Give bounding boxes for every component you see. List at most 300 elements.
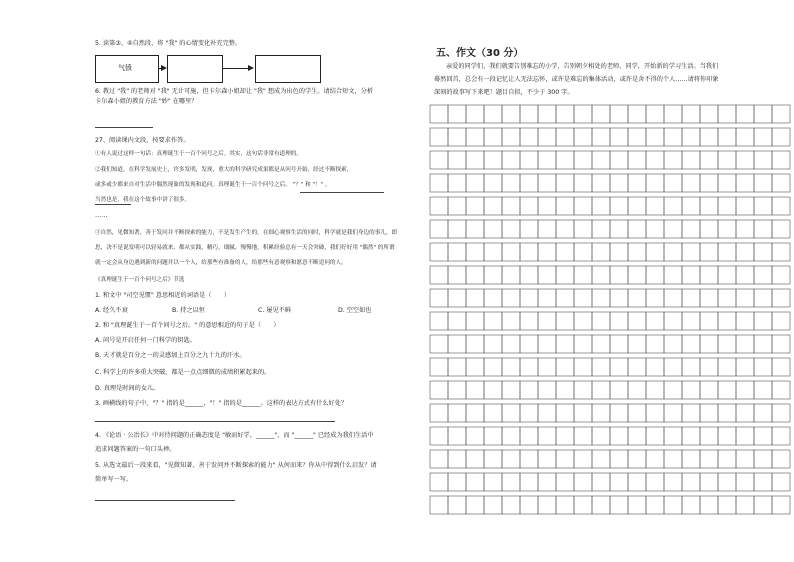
grid-cell[interactable] [736,473,754,491]
grid-cell[interactable] [718,197,736,215]
grid-cell[interactable] [736,243,754,261]
grid-cell[interactable] [592,197,610,215]
grid-cell[interactable] [610,335,628,353]
grid-cell[interactable] [610,450,628,468]
grid-cell[interactable] [610,473,628,491]
grid-cell[interactable] [502,128,520,146]
grid-cell[interactable] [718,289,736,307]
grid-cell[interactable] [556,450,574,468]
grid-cell[interactable] [718,243,736,261]
grid-cell[interactable] [592,450,610,468]
grid-cell[interactable] [430,174,448,192]
grid-cell[interactable] [700,266,718,284]
grid-cell[interactable] [448,496,466,514]
grid-cell[interactable] [538,427,556,445]
grid-cell[interactable] [520,243,538,261]
grid-cell[interactable] [736,174,754,192]
grid-cell[interactable] [628,450,646,468]
grid-cell[interactable] [430,243,448,261]
grid-cell[interactable] [682,174,700,192]
grid-cell[interactable] [538,496,556,514]
grid-cell[interactable] [682,128,700,146]
grid-cell[interactable] [592,128,610,146]
grid-cell[interactable] [664,128,682,146]
grid-cell[interactable] [772,312,790,330]
grid-cell[interactable] [718,404,736,422]
grid-cell[interactable] [520,450,538,468]
grid-cell[interactable] [700,358,718,376]
grid-cell[interactable] [466,243,484,261]
grid-cell[interactable] [646,151,664,169]
grid-cell[interactable] [610,381,628,399]
grid-cell[interactable] [628,473,646,491]
grid-cell[interactable] [466,197,484,215]
grid-cell[interactable] [754,427,772,445]
grid-cell[interactable] [628,174,646,192]
grid-cell[interactable] [574,289,592,307]
grid-cell[interactable] [502,473,520,491]
grid-cell[interactable] [430,450,448,468]
grid-cell[interactable] [430,128,448,146]
grid-cell[interactable] [592,496,610,514]
grid-cell[interactable] [502,496,520,514]
grid-cell[interactable] [538,105,556,123]
grid-cell[interactable] [484,128,502,146]
grid-cell[interactable] [664,312,682,330]
grid-cell[interactable] [466,496,484,514]
grid-cell[interactable] [466,151,484,169]
grid-cell[interactable] [736,335,754,353]
grid-cell[interactable] [700,105,718,123]
grid-cell[interactable] [682,105,700,123]
grid-cell[interactable] [592,358,610,376]
grid-cell[interactable] [754,151,772,169]
grid-cell[interactable] [538,174,556,192]
grid-cell[interactable] [466,266,484,284]
grid-cell[interactable] [430,197,448,215]
grid-cell[interactable] [754,197,772,215]
grid-cell[interactable] [718,151,736,169]
grid-cell[interactable] [592,404,610,422]
grid-cell[interactable] [574,335,592,353]
flow-box-3[interactable] [255,55,321,83]
grid-cell[interactable] [556,312,574,330]
grid-cell[interactable] [574,404,592,422]
grid-cell[interactable] [646,128,664,146]
grid-cell[interactable] [574,312,592,330]
q2-option-a[interactable]: A. 问号是开启任何一门科学的钥匙。 [95,337,196,344]
grid-cell[interactable] [592,105,610,123]
grid-cell[interactable] [754,358,772,376]
grid-cell[interactable] [466,335,484,353]
grid-cell[interactable] [484,197,502,215]
grid-cell[interactable] [700,450,718,468]
grid-cell[interactable] [736,358,754,376]
grid-cell[interactable] [610,151,628,169]
grid-cell[interactable] [556,105,574,123]
grid-cell[interactable] [610,105,628,123]
grid-cell[interactable] [430,289,448,307]
grid-cell[interactable] [646,243,664,261]
grid-cell[interactable] [538,358,556,376]
grid-cell[interactable] [718,381,736,399]
grid-cell[interactable] [502,197,520,215]
grid-cell[interactable] [772,174,790,192]
grid-cell[interactable] [484,450,502,468]
q3-answer-line[interactable] [95,421,335,422]
grid-cell[interactable] [538,450,556,468]
grid-cell[interactable] [520,335,538,353]
grid-cell[interactable] [448,174,466,192]
grid-cell[interactable] [754,404,772,422]
grid-cell[interactable] [718,266,736,284]
grid-cell[interactable] [610,358,628,376]
grid-cell[interactable] [718,128,736,146]
grid-cell[interactable] [538,381,556,399]
grid-cell[interactable] [430,105,448,123]
grid-cell[interactable] [610,427,628,445]
q1-option-b[interactable]: B. 持之以恒 [172,307,205,314]
grid-cell[interactable] [448,312,466,330]
grid-cell[interactable] [628,312,646,330]
grid-cell[interactable] [664,289,682,307]
grid-cell[interactable] [430,473,448,491]
grid-cell[interactable] [718,450,736,468]
grid-cell[interactable] [754,266,772,284]
grid-cell[interactable] [664,243,682,261]
grid-cell[interactable] [592,243,610,261]
grid-cell[interactable] [538,197,556,215]
grid-cell[interactable] [556,243,574,261]
grid-cell[interactable] [592,335,610,353]
grid-cell[interactable] [754,312,772,330]
grid-cell[interactable] [502,335,520,353]
grid-cell[interactable] [646,266,664,284]
grid-cell[interactable] [430,427,448,445]
grid-cell[interactable] [502,220,520,238]
grid-cell[interactable] [592,381,610,399]
grid-cell[interactable] [574,128,592,146]
grid-cell[interactable] [718,473,736,491]
grid-cell[interactable] [448,197,466,215]
grid-cell[interactable] [610,174,628,192]
grid-cell[interactable] [718,358,736,376]
grid-cell[interactable] [736,128,754,146]
grid-cell[interactable] [448,358,466,376]
grid-cell[interactable] [736,151,754,169]
grid-cell[interactable] [646,473,664,491]
grid-cell[interactable] [520,358,538,376]
grid-cell[interactable] [484,243,502,261]
q2-option-b[interactable]: B. 天才就是百分之一的灵感加上百分之九十九的汗水。 [95,352,246,359]
grid-cell[interactable] [538,243,556,261]
grid-cell[interactable] [520,197,538,215]
grid-cell[interactable] [736,450,754,468]
grid-cell[interactable] [664,358,682,376]
grid-cell[interactable] [448,128,466,146]
grid-cell[interactable] [466,220,484,238]
grid-cell[interactable] [520,174,538,192]
grid-cell[interactable] [484,312,502,330]
grid-cell[interactable] [682,427,700,445]
grid-cell[interactable] [466,473,484,491]
grid-cell[interactable] [646,404,664,422]
grid-cell[interactable] [754,473,772,491]
grid-cell[interactable] [736,381,754,399]
grid-cell[interactable] [538,312,556,330]
grid-cell[interactable] [448,151,466,169]
grid-cell[interactable] [736,289,754,307]
grid-cell[interactable] [628,151,646,169]
grid-cell[interactable] [538,404,556,422]
grid-cell[interactable] [682,473,700,491]
grid-cell[interactable] [754,243,772,261]
grid-cell[interactable] [556,266,574,284]
grid-cell[interactable] [664,105,682,123]
grid-cell[interactable] [556,381,574,399]
grid-cell[interactable] [574,450,592,468]
grid-cell[interactable] [610,220,628,238]
grid-cell[interactable] [448,243,466,261]
grid-cell[interactable] [754,335,772,353]
grid-cell[interactable] [646,174,664,192]
q6-answer-line[interactable] [95,127,153,128]
grid-cell[interactable] [700,473,718,491]
grid-cell[interactable] [700,151,718,169]
grid-cell[interactable] [556,197,574,215]
grid-cell[interactable] [484,105,502,123]
grid-cell[interactable] [718,220,736,238]
grid-cell[interactable] [448,404,466,422]
grid-cell[interactable] [682,496,700,514]
grid-cell[interactable] [682,266,700,284]
grid-cell[interactable] [664,151,682,169]
grid-cell[interactable] [628,220,646,238]
grid-cell[interactable] [430,266,448,284]
grid-cell[interactable] [430,220,448,238]
grid-cell[interactable] [448,381,466,399]
grid-cell[interactable] [430,335,448,353]
grid-cell[interactable] [664,174,682,192]
grid-cell[interactable] [700,496,718,514]
grid-cell[interactable] [682,381,700,399]
grid-cell[interactable] [682,151,700,169]
grid-cell[interactable] [574,427,592,445]
flow-box-2[interactable] [167,55,223,83]
grid-cell[interactable] [484,358,502,376]
grid-cell[interactable] [610,289,628,307]
grid-cell[interactable] [502,381,520,399]
grid-cell[interactable] [592,312,610,330]
grid-cell[interactable] [718,496,736,514]
grid-cell[interactable] [484,335,502,353]
grid-cell[interactable] [646,450,664,468]
grid-cell[interactable] [466,450,484,468]
grid-cell[interactable] [484,496,502,514]
grid-cell[interactable] [556,427,574,445]
grid-cell[interactable] [574,174,592,192]
grid-cell[interactable] [754,105,772,123]
grid-cell[interactable] [772,358,790,376]
grid-cell[interactable] [592,174,610,192]
grid-cell[interactable] [466,312,484,330]
grid-cell[interactable] [664,220,682,238]
grid-cell[interactable] [556,358,574,376]
grid-cell[interactable] [448,105,466,123]
grid-cell[interactable] [466,174,484,192]
grid-cell[interactable] [718,105,736,123]
grid-cell[interactable] [574,381,592,399]
grid-cell[interactable] [520,151,538,169]
grid-cell[interactable] [718,174,736,192]
grid-cell[interactable] [484,266,502,284]
grid-cell[interactable] [520,220,538,238]
grid-cell[interactable] [754,496,772,514]
grid-cell[interactable] [430,358,448,376]
grid-cell[interactable] [502,358,520,376]
grid-cell[interactable] [520,496,538,514]
grid-cell[interactable] [664,450,682,468]
grid-cell[interactable] [520,312,538,330]
grid-cell[interactable] [574,266,592,284]
grid-cell[interactable] [574,473,592,491]
grid-cell[interactable] [556,151,574,169]
grid-cell[interactable] [502,427,520,445]
q5b-answer-line[interactable] [95,500,235,501]
grid-cell[interactable] [736,312,754,330]
grid-cell[interactable] [736,427,754,445]
grid-cell[interactable] [772,151,790,169]
grid-cell[interactable] [682,335,700,353]
grid-cell[interactable] [772,289,790,307]
grid-cell[interactable] [484,289,502,307]
grid-cell[interactable] [502,450,520,468]
grid-cell[interactable] [520,105,538,123]
grid-cell[interactable] [628,243,646,261]
grid-cell[interactable] [574,220,592,238]
grid-cell[interactable] [700,335,718,353]
grid-cell[interactable] [700,404,718,422]
grid-cell[interactable] [538,266,556,284]
grid-cell[interactable] [430,381,448,399]
grid-cell[interactable] [502,151,520,169]
grid-cell[interactable] [484,427,502,445]
grid-cell[interactable] [628,496,646,514]
grid-cell[interactable] [556,174,574,192]
grid-cell[interactable] [520,427,538,445]
grid-cell[interactable] [772,473,790,491]
grid-cell[interactable] [772,105,790,123]
grid-cell[interactable] [664,473,682,491]
grid-cell[interactable] [502,404,520,422]
grid-cell[interactable] [592,266,610,284]
grid-cell[interactable] [628,128,646,146]
grid-cell[interactable] [664,496,682,514]
grid-cell[interactable] [664,335,682,353]
grid-cell[interactable] [448,473,466,491]
grid-cell[interactable] [466,427,484,445]
grid-cell[interactable] [772,450,790,468]
grid-cell[interactable] [448,427,466,445]
grid-cell[interactable] [700,312,718,330]
grid-cell[interactable] [574,151,592,169]
grid-cell[interactable] [556,128,574,146]
grid-cell[interactable] [718,427,736,445]
grid-cell[interactable] [628,289,646,307]
grid-cell[interactable] [448,335,466,353]
grid-cell[interactable] [754,450,772,468]
grid-cell[interactable] [448,220,466,238]
grid-cell[interactable] [772,128,790,146]
grid-cell[interactable] [754,128,772,146]
grid-cell[interactable] [574,243,592,261]
grid-cell[interactable] [628,404,646,422]
grid-cell[interactable] [520,473,538,491]
grid-cell[interactable] [754,220,772,238]
grid-cell[interactable] [574,496,592,514]
q2-option-d[interactable]: D. 真理是时间的女儿。 [95,385,160,392]
q1-option-c[interactable]: C. 屡见不鲜 [258,307,292,314]
grid-cell[interactable] [466,289,484,307]
grid-cell[interactable] [592,220,610,238]
grid-cell[interactable] [448,266,466,284]
grid-cell[interactable] [484,151,502,169]
q1-option-d[interactable]: D. 空空如也 [338,307,372,314]
grid-cell[interactable] [430,312,448,330]
grid-cell[interactable] [700,174,718,192]
grid-cell[interactable] [772,220,790,238]
grid-cell[interactable] [484,174,502,192]
grid-cell[interactable] [466,358,484,376]
grid-cell[interactable] [502,312,520,330]
grid-cell[interactable] [772,404,790,422]
grid-cell[interactable] [628,266,646,284]
grid-cell[interactable] [484,381,502,399]
grid-cell[interactable] [682,404,700,422]
grid-cell[interactable] [682,312,700,330]
grid-cell[interactable] [610,266,628,284]
grid-cell[interactable] [736,404,754,422]
grid-cell[interactable] [682,243,700,261]
grid-cell[interactable] [646,427,664,445]
grid-cell[interactable] [664,427,682,445]
grid-cell[interactable] [664,266,682,284]
grid-cell[interactable] [736,266,754,284]
grid-cell[interactable] [466,128,484,146]
grid-cell[interactable] [430,404,448,422]
grid-cell[interactable] [610,496,628,514]
grid-cell[interactable] [772,243,790,261]
grid-cell[interactable] [736,220,754,238]
grid-cell[interactable] [646,220,664,238]
grid-cell[interactable] [772,266,790,284]
grid-cell[interactable] [520,381,538,399]
grid-cell[interactable] [628,381,646,399]
grid-cell[interactable] [700,220,718,238]
grid-cell[interactable] [682,358,700,376]
grid-cell[interactable] [538,473,556,491]
grid-cell[interactable] [502,289,520,307]
grid-cell[interactable] [574,358,592,376]
grid-cell[interactable] [520,266,538,284]
grid-cell[interactable] [646,381,664,399]
grid-cell[interactable] [556,289,574,307]
grid-cell[interactable] [646,105,664,123]
grid-cell[interactable] [754,381,772,399]
grid-cell[interactable] [700,381,718,399]
grid-cell[interactable] [430,151,448,169]
grid-cell[interactable] [646,289,664,307]
